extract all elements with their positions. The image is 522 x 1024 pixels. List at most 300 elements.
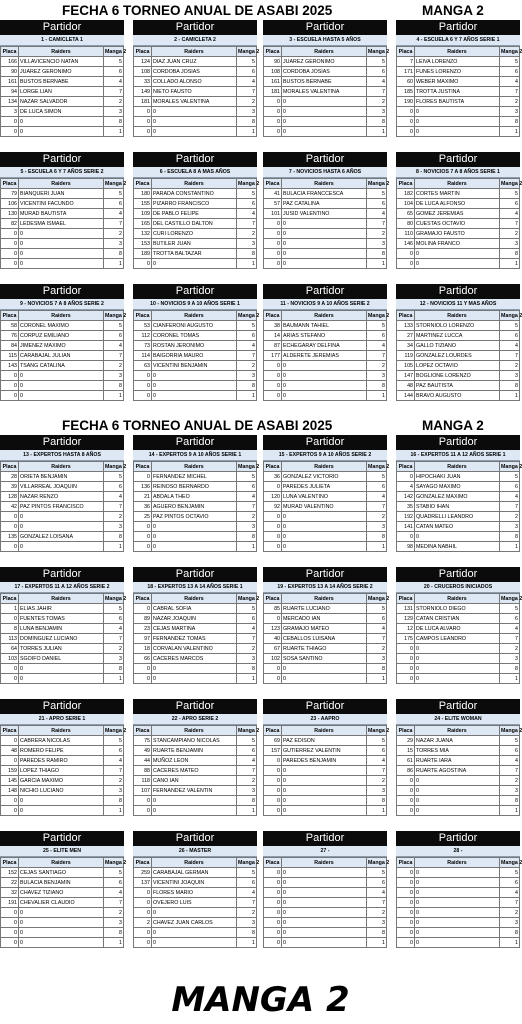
column-header-raiders: Raiders [282,179,367,189]
placa-cell: 82 [1,219,19,229]
table-row [1,512,124,522]
rider-name-cell: 0 [19,908,104,918]
manga-cell: 3 [237,107,257,117]
table-header-row [134,47,257,57]
rider-name-cell: 0 [282,766,367,776]
placa-cell: 0 [264,898,282,908]
manga-cell: 5 [237,189,257,199]
partidor-header: Partidor [133,152,257,167]
placa-cell: 89 [134,614,152,624]
manga-cell: 5 [104,736,124,746]
placa-cell: 0 [134,806,152,816]
rider-name-cell: MURAD BAUTISTA [19,209,104,219]
partidor-header: Partidor [0,567,124,582]
manga-cell: 3 [104,918,124,928]
column-header-placa: Placa [134,726,152,736]
manga-cell: 6 [237,331,257,341]
riders-table [133,725,260,816]
placa-cell: 191 [1,898,19,908]
rider-name-cell: RUARTE IARA [415,756,500,766]
manga-cell: 2 [237,229,257,239]
table-row [397,259,520,269]
manga-cell: 1 [237,674,257,684]
table-row [397,868,520,878]
rider-name-cell: 0 [19,239,104,249]
table-header-row [134,311,257,321]
riders-table [263,461,390,552]
column-header-placa: Placa [397,311,415,321]
manga-cell: 6 [104,331,124,341]
manga-cell: 6 [500,746,520,756]
placa-cell: 1 [1,604,19,614]
table-row [264,87,387,97]
column-header-manga: Manga 2 [238,463,260,470]
placa-cell: 0 [134,371,152,381]
table-header-row [134,594,257,604]
heat-table [396,831,520,963]
placa-cell: 155 [134,199,152,209]
table-row [397,249,520,259]
rider-name-cell: CAMPOS LEANDRO [415,634,500,644]
rider-name-cell: ECHEGARAY DELFINA [282,341,367,351]
rider-name-cell: SGOIFO DANIEL [19,654,104,664]
column-header-raiders: Raiders [415,47,500,57]
rider-name-cell: GRAMAJO FAUSTO [415,229,500,239]
column-header-raiders: Raiders [19,47,104,57]
column-header-placa: Placa [397,594,415,604]
rider-name-cell: VICENTINI BENJAMIN [152,361,237,371]
column-header-placa: Placa [264,858,282,868]
table-row [134,482,257,492]
table-row [397,786,520,796]
manga-cell: 7 [367,351,387,361]
rider-name-cell: JUAREZ GERONIMO [19,67,104,77]
table-row [264,259,387,269]
rider-name-cell: 0 [415,654,500,664]
placa-cell: 0 [264,776,282,786]
placa-cell: 181 [264,87,282,97]
placa-cell: 134 [1,97,19,107]
manga-cell: 8 [367,928,387,938]
manga-cell: 7 [104,87,124,97]
manga-cell: 5 [500,868,520,878]
placa-cell: 123 [264,624,282,634]
manga-cell: 5 [237,472,257,482]
table-row [264,938,387,948]
riders-table [396,857,520,948]
placa-cell: 0 [1,918,19,928]
placa-cell: 0 [397,938,415,948]
table-row [264,67,387,77]
placa-cell: 0 [264,614,282,624]
manga-cell: 7 [237,898,257,908]
placa-cell: 0 [1,928,19,938]
column-header-manga: Manga 2 [368,859,390,866]
rider-name-cell: JIMENEZ MAXIMO [19,341,104,351]
heat-table [0,831,127,963]
column-header-raiders: Raiders [152,47,237,57]
placa-cell: 0 [134,107,152,117]
placa-cell: 133 [397,321,415,331]
placa-cell: 165 [134,219,152,229]
table-row [1,77,124,87]
placa-cell: 0 [1,664,19,674]
category-title: 26 - MASTER [133,846,257,857]
manga-cell: 6 [500,67,520,77]
manga-cell: 2 [367,776,387,786]
rider-name-cell: 0 [282,229,367,239]
rider-name-cell: ROSTAN JERONIMO [152,341,237,351]
manga-cell: 7 [104,351,124,361]
rider-name-cell: RUARTE AGOSTINA [415,766,500,776]
riders-table [133,46,260,137]
table-header-row [1,858,124,868]
table-row [134,928,257,938]
table-header-row [264,462,387,472]
rider-name-cell: 0 [19,542,104,552]
table-row [134,97,257,107]
table-row [397,604,520,614]
category-title: 13 - EXPERTOS HASTA 8 AÑOS [0,450,124,461]
rider-name-cell: VILLAVICENCIO NATAN [19,57,104,67]
manga-cell: 4 [237,77,257,87]
placa-cell: 67 [264,644,282,654]
table-row [397,77,520,87]
table-row [264,512,387,522]
table-row [264,57,387,67]
manga-cell: 6 [104,199,124,209]
table-header-row [134,179,257,189]
table-row [264,199,387,209]
manga-cell: 2 [500,512,520,522]
placa-cell: 0 [134,898,152,908]
table-row [264,219,387,229]
table-row [397,482,520,492]
table-row [134,472,257,482]
category-title: 4 - ESCUELA 6 Y 7 AÑOS SERIE 1 [396,35,520,46]
table-header-row [264,311,387,321]
table-row [397,361,520,371]
table-row [1,391,124,401]
category-title: 15 - EXPERTOS 9 A 10 AÑOS SERIE 2 [263,450,387,461]
heat-table [0,20,127,152]
manga-cell: 7 [104,502,124,512]
table-row [397,674,520,684]
table-row [397,888,520,898]
table-header-row [1,594,124,604]
rider-name-cell: 0 [282,361,367,371]
rider-name-cell: GARCIA MAXIMO [19,776,104,786]
column-header-raiders: Raiders [19,462,104,472]
rider-name-cell: LORGE LIAN [19,87,104,97]
table-row [1,381,124,391]
column-header-placa: Placa [264,179,282,189]
manga-cell: 8 [237,928,257,938]
table-row [134,239,257,249]
manga-cell: 3 [104,522,124,532]
riders-table [263,178,390,269]
rider-name-cell: 0 [19,806,104,816]
table-row [264,331,387,341]
rider-name-cell: 0 [415,786,500,796]
table-row [397,371,520,381]
rider-name-cell: DE LUCA SIMON [19,107,104,117]
heat-table [133,435,260,567]
table-header-row [397,462,520,472]
manga-cell: 8 [104,249,124,259]
rider-name-cell: 0 [152,381,237,391]
manga-cell: 8 [500,664,520,674]
manga-cell: 5 [367,189,387,199]
placa-cell: 0 [264,482,282,492]
placa-cell: 0 [1,391,19,401]
column-header-placa: Placa [264,726,282,736]
placa-cell: 48 [397,381,415,391]
rider-name-cell: BUSTOS BERNABE [19,77,104,87]
manga-cell: 1 [500,127,520,137]
placa-cell: 0 [264,532,282,542]
partidor-header: Partidor [133,831,257,846]
placa-cell: 0 [1,117,19,127]
table-row [397,928,520,938]
table-row [264,542,387,552]
manga-cell: 8 [500,381,520,391]
table-row [134,878,257,888]
rider-name-cell: MOLINA FRANCO [415,239,500,249]
rider-name-cell: NAZAR SALVADOR [19,97,104,107]
table-row [264,654,387,664]
column-header-raiders: Raiders [19,311,104,321]
placa-cell: 119 [397,351,415,361]
partidor-header: Partidor [263,435,387,450]
heat-table [0,567,127,699]
manga-cell: 8 [237,532,257,542]
table-row [134,736,257,746]
table-row [1,898,124,908]
rider-name-cell: 0 [282,674,367,684]
table-row [264,888,387,898]
manga-cell: 4 [367,492,387,502]
rider-name-cell: MUÑOZ LEON [152,756,237,766]
column-header-placa: Placa [397,726,415,736]
table-row [264,614,387,624]
heat-table [396,20,520,152]
table-row [1,209,124,219]
rider-name-cell: 0 [152,391,237,401]
partidor-header: Partidor [133,435,257,450]
category-title: 8 - NOVICIOS 7 A 8 AÑOS SERIE 1 [396,167,520,178]
heat-table [0,152,127,284]
manga-cell: 7 [367,219,387,229]
manga-cell: 3 [500,371,520,381]
rider-name-cell: 0 [282,898,367,908]
placa-cell: 0 [397,868,415,878]
manga-cell: 2 [367,908,387,918]
manga-cell: 8 [367,117,387,127]
category-title: 9 - NOVICIOS 7 A 8 AÑOS SERIE 2 [0,299,124,310]
column-header-manga: Manga 2 [501,595,522,602]
placa-cell: 110 [397,229,415,239]
table-row [1,199,124,209]
manga-cell: 5 [500,57,520,67]
manga-cell: 2 [104,776,124,786]
placa-cell: 0 [1,239,19,249]
manga-cell: 2 [104,908,124,918]
column-header-raiders: Raiders [415,726,500,736]
riders-table [133,593,260,684]
manga-cell: 4 [237,341,257,351]
placa-cell: 143 [1,361,19,371]
rider-name-cell: REINOSO BERNARDO [152,482,237,492]
manga-title-repeat: MANGA 2 [422,418,484,433]
column-header-manga: Manga 2 [238,48,260,55]
column-header-manga: Manga 2 [105,727,127,734]
rider-name-cell: CANO IAN [152,776,237,786]
table-row [1,776,124,786]
rider-name-cell: STABIO IHAN [415,502,500,512]
manga-cell: 5 [500,189,520,199]
manga-cell: 4 [500,341,520,351]
placa-cell: 60 [397,77,415,87]
manga-cell: 6 [237,878,257,888]
table-row [1,796,124,806]
column-header-placa: Placa [1,858,19,868]
manga-cell: 1 [367,259,387,269]
manga-cell: 1 [500,806,520,816]
manga-cell: 8 [367,532,387,542]
column-header-raiders: Raiders [282,858,367,868]
category-title: 1 - CAMICLETA 1 [0,35,124,46]
manga-cell: 7 [500,766,520,776]
table-row [1,644,124,654]
manga-cell: 5 [104,472,124,482]
placa-cell: 0 [397,908,415,918]
rider-name-cell: MARTINEZ LUCCA [415,331,500,341]
category-title: 10 - NOVICIOS 9 A 10 AÑOS SERIE 1 [133,299,257,310]
manga-cell: 3 [237,786,257,796]
rider-name-cell: VICENTINI JOAQUIN [152,878,237,888]
manga-cell: 2 [104,644,124,654]
rider-name-cell: CARABAJAL GERMAN [152,868,237,878]
table-header-row [134,726,257,736]
heat-table [133,284,260,416]
placa-cell: 0 [1,736,19,746]
manga-cell: 8 [104,796,124,806]
heat-table [396,152,520,284]
rider-name-cell: NIETO FAUSTO [152,87,237,97]
placa-cell: 0 [264,229,282,239]
manga-cell: 6 [237,199,257,209]
manga-cell: 2 [237,97,257,107]
rider-name-cell: 0 [415,888,500,898]
manga-cell: 5 [367,736,387,746]
manga-cell: 7 [500,219,520,229]
placa-cell: 57 [264,199,282,209]
table-row [134,117,257,127]
manga-cell: 6 [500,331,520,341]
partidor-header: Partidor [263,20,387,35]
manga-cell: 6 [367,331,387,341]
category-title: 22 - APRO SERIE 2 [133,714,257,725]
manga-title: MANGA 2 [422,3,484,18]
manga-cell: 6 [104,614,124,624]
riders-table [396,310,520,401]
table-row [1,806,124,816]
manga-cell: 7 [367,898,387,908]
category-title: 14 - EXPERTOS 9 A 10 AÑOS SERIE 1 [133,450,257,461]
rider-name-cell: HIPOCHAKI JUAN [415,472,500,482]
table-row [264,97,387,107]
rider-name-cell: 0 [282,239,367,249]
placa-cell: 171 [397,67,415,77]
placa-cell: 153 [134,239,152,249]
table-row [397,391,520,401]
placa-cell: 0 [134,542,152,552]
table-row [134,381,257,391]
placa-cell: 0 [1,756,19,766]
manga-cell: 3 [367,918,387,928]
manga-cell: 4 [237,209,257,219]
manga-cell: 3 [104,654,124,664]
manga-cell: 8 [237,117,257,127]
placa-cell: 23 [134,624,152,634]
table-row [1,67,124,77]
rider-name-cell: 0 [282,371,367,381]
manga-cell: 5 [237,57,257,67]
table-row [264,644,387,654]
table-row [134,127,257,137]
placa-cell: 0 [264,117,282,127]
placa-cell: 94 [1,87,19,97]
rider-name-cell: QUADRELLI LEANDRO [415,512,500,522]
table-row [264,391,387,401]
category-title: 20 - CRUCEROS INICIADOS [396,582,520,593]
heat-table [263,435,390,567]
rider-name-cell: PAZ BAUTISTA [415,381,500,391]
rider-name-cell: CHAVEZ JUAN CARLOS [152,918,237,928]
table-row [264,868,387,878]
column-header-manga: Manga 2 [501,463,522,470]
placa-cell: 39 [1,482,19,492]
heat-table [133,831,260,963]
table-header-row [264,858,387,868]
placa-cell: 0 [397,786,415,796]
riders-table [0,857,127,948]
category-title: 19 - EXPERTOS 13 A 14 AÑOS SERIE 2 [263,582,387,593]
manga-cell: 5 [367,472,387,482]
manga-cell: 2 [367,229,387,239]
rider-name-cell: CHAVEZ TIZIANO [19,888,104,898]
partidor-header: Partidor [396,152,520,167]
manga-cell: 7 [367,502,387,512]
table-row [397,117,520,127]
rider-name-cell: 0 [152,908,237,918]
table-header-row [397,726,520,736]
heat-table [133,20,260,152]
table-row [264,604,387,614]
manga-cell: 6 [237,67,257,77]
table-row [1,321,124,331]
table-row [397,97,520,107]
riders-table [133,178,260,269]
rider-name-cell: 0 [282,219,367,229]
rider-name-cell: GALLO TIZIANO [415,341,500,351]
table-row [264,532,387,542]
rider-name-cell: CHEVALIER CLAUDIO [19,898,104,908]
placa-cell: 49 [134,746,152,756]
manga-cell: 6 [500,878,520,888]
table-row [134,77,257,87]
